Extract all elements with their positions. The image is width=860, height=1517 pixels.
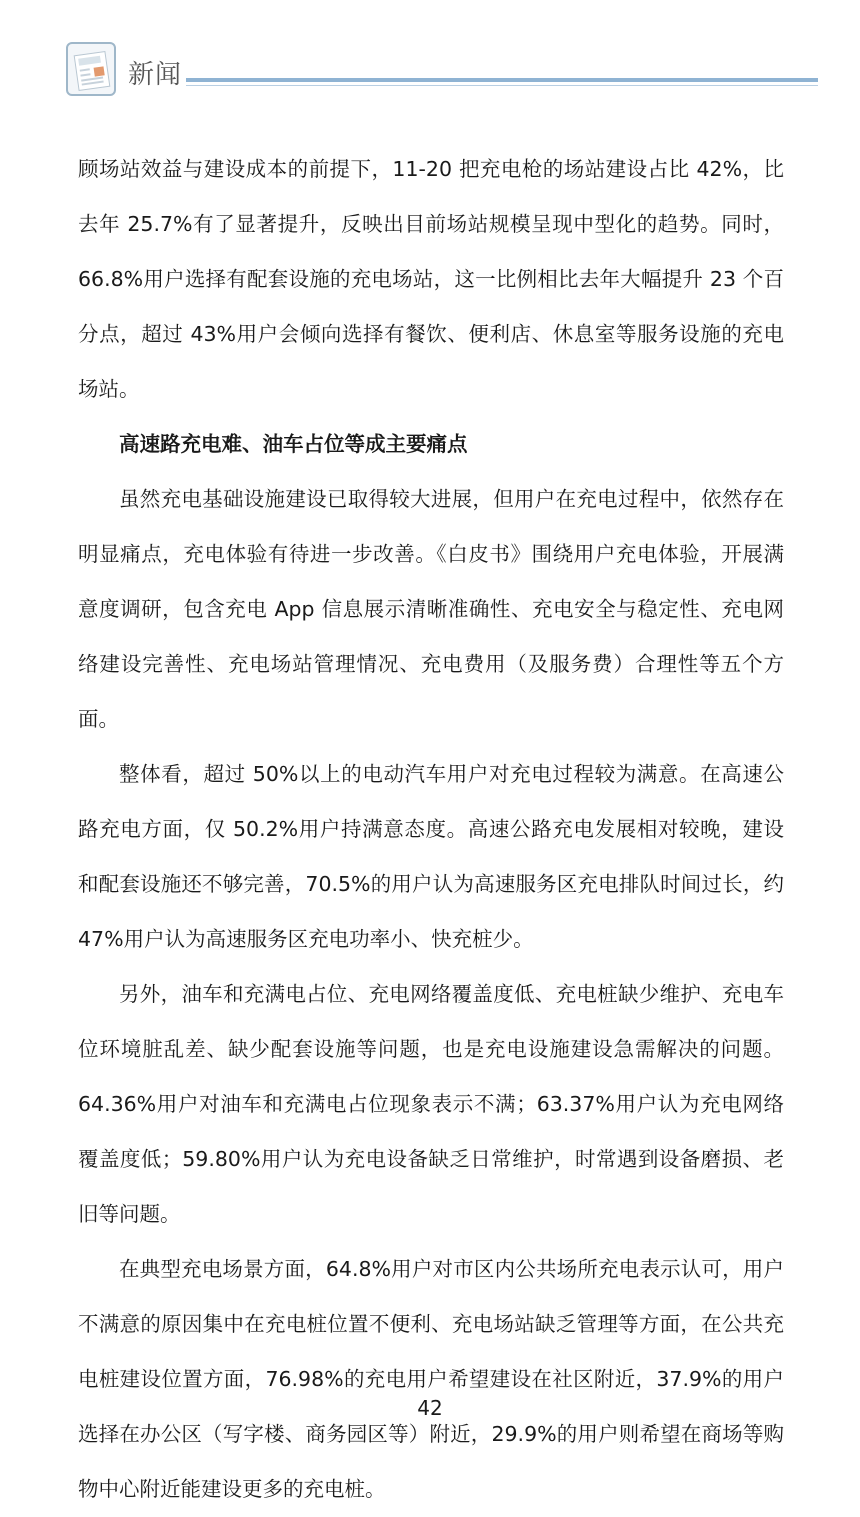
page-number: 42 (417, 1396, 443, 1420)
paragraph: 另外，油车和充满电占位、充电网络覆盖度低、充电桩缺少维护、充电车位环境脏乱差、缺少配套设施等问题，也是充电设施建设急需解决的问题。64.36%用户对油车和充满电占位现象表示不满；63.37%用户认为充电网络覆盖度低；59.80%用户认为充电设备缺乏日常维护，时常遇到设备磨损、老旧等问题。 (78, 982, 784, 1226)
paragraph-continuation: 顾场站效益与建设成本的前提下，11-20 把充电枪的场站建设占比 42%，比去年 25.7%有了显著提升，反映出目前场站规模呈现中型化的趋势。同时，66.8%用户选择有配套设施的充电场站，这一比例相比去年大幅提升 23 个百分点，超过 43%用户会倾向选择有餐饮、便利店、休息室等服务设施的充电场站。 (78, 157, 784, 401)
header-divider-thin (186, 85, 818, 86)
paragraph: 虽然充电基础设施建设已取得较大进展，但用户在充电过程中，依然存在明显痛点，充电体验有待进一步改善。《白皮书》围绕用户充电体验，开展满意度调研，包含充电 App 信息展示清晰准确性、充电安全与稳定性、充电网络建设完善性、充电场站管理情况、充电费用（及服务费）合理性等五个方面。 (78, 487, 784, 731)
page-header (66, 42, 818, 102)
article-body (78, 142, 784, 1517)
paragraph: 在典型充电场景方面，64.8%用户对市区内公共场所充电表示认可，用户不满意的原因集中在充电桩位置不便利、充电场站缺乏管理等方面，在公共充电桩建设位置方面，76.98%的充电用户希望建设在社区附近，37.9%的用户选择在办公区（写字楼、商务园区等）附近，29.9%的用户则希望在商场等购物中心附近能建设更多的充电桩。 (78, 1257, 784, 1501)
section-title: 新闻 (128, 60, 183, 90)
subheading: 高速路充电难、油车占位等成主要痛点 (119, 432, 468, 456)
newspaper-icon (66, 42, 116, 96)
paragraph: 整体看，超过 50%以上的电动汽车用户对充电过程较为满意。在高速公路充电方面，仅 50.2%用户持满意态度。高速公路充电发展相对较晚，建设和配套设施还不够完善，70.5%的用户认为高速服务区充电排队时间过长，约 47%用户认为高速服务区充电功率小、快充桩少。 (78, 762, 784, 951)
header-divider (186, 78, 818, 82)
